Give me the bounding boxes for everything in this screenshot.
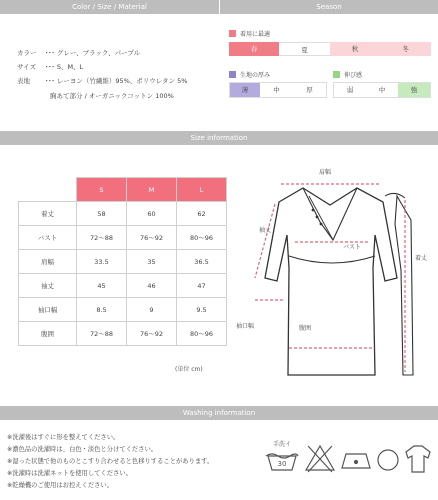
washing-note: ※湿った状態で他のものとこすり合わせると色移りすることがあります。 [7,458,214,465]
button [320,223,323,226]
material-row-size: サイズ ･･･ S、M、L [17,63,84,71]
section-header-washing: Washing information [0,406,438,420]
size-unit-note: (単位 cm) [175,366,203,373]
table-row [19,298,227,322]
wrap-line [309,196,333,240]
label-bust: バスト [342,244,362,251]
cell: 76〜92 [127,226,177,250]
table-row [19,202,227,226]
stretch-mid: 中 [378,86,386,94]
section-header-material: Color / Size / Material [0,0,219,14]
month-spring: 春 [229,42,279,56]
thickness-mid: 中 [273,86,280,94]
cell: 58 [77,202,127,226]
side-view-outline [395,196,413,375]
size-header-s: S [77,178,127,202]
row-label: 袖口幅 [19,298,77,322]
month-winter: 冬 [380,42,431,56]
cell: 46 [127,274,177,298]
cell: 80〜96 [177,226,227,250]
month-autumn: 秋 [330,42,380,56]
washing-note: ※濃色品の洗濯時は、白色・淡色と分けてください。 [7,446,158,453]
row-label: 着丈 [19,202,77,226]
row-label: バスト [19,226,77,250]
shirt-outline [265,188,397,375]
label-shoulder: 肩幅 [318,169,332,176]
cell: 60 [127,202,177,226]
stretch-scale [333,82,431,98]
label-sleeve: 袖丈 [258,227,272,234]
svg-text:手洗イ: 手洗イ [272,441,292,448]
cell: 45 [77,274,127,298]
cell: 33.5 [77,250,127,274]
thickness-scale [229,82,327,98]
section-header-season: Season [220,0,438,14]
section-header-size: Size information [0,131,438,145]
stretch-title: 伸び感 [333,70,362,79]
hand-wash-icon [266,440,298,470]
label-cuff: 袖口幅 [235,323,255,330]
material-row-chest: 胸あて部分 / オーガニックコットン 100% [50,92,174,100]
thickness-swatch [229,71,236,78]
season-best-title: 着用に最適 [229,29,270,38]
button [316,216,319,219]
care-symbols [262,432,438,482]
dry-clean-icon [378,450,398,470]
label-hip: 腹囲 [298,325,312,332]
table-row [19,250,227,274]
stretch-swatch [333,71,340,78]
table-row [19,274,227,298]
table-row [19,322,227,346]
row-label: 肩幅 [19,250,77,274]
season-months [229,42,431,56]
iron-icon [342,454,370,468]
size-table [18,177,227,346]
stretch-strong: 強 [398,83,430,97]
row-label: 腹囲 [19,322,77,346]
cell: 72〜88 [77,226,127,250]
cell: 47 [177,274,227,298]
month-summer: 夏 [279,42,330,56]
cell: 35 [127,250,177,274]
bust-seam [289,256,375,263]
material-row-fabric: 表地 ･･･ レーヨン（竹繊維）95%、ポリウレタン 5% [17,77,188,85]
stretch-weak: 弱 [346,86,354,94]
thickness-thick: 厚 [306,86,313,94]
washing-note: ※洗濯後はすぐに形を整えてください。 [7,434,120,441]
cell: 36.5 [177,250,227,274]
table-row [19,226,227,250]
size-header-m: M [127,178,177,202]
washing-note: ※洗濯時は洗濯ネットを使用してください。 [7,470,132,477]
label-length: 着丈 [414,255,428,262]
svg-text:30: 30 [277,460,287,468]
row-label: 袖丈 [19,274,77,298]
cell: 9.5 [177,298,227,322]
cell: 72〜88 [77,322,127,346]
cell: 62 [177,202,227,226]
cell: 76〜92 [127,322,177,346]
cell: 80〜96 [177,322,227,346]
neckline [303,188,357,240]
thickness-title: 生地の厚み [229,70,270,79]
button [312,209,315,212]
cell: 9 [127,298,177,322]
no-bleach-icon [306,446,334,472]
cell: 8.5 [77,298,127,322]
side-view-shoulder [385,193,405,198]
size-header-blank [19,178,77,202]
washing-note: ※乾燥機のご使用はお控えください。 [7,482,114,489]
size-header-l: L [177,178,227,202]
best-swatch [229,30,236,37]
size-table-header [19,178,227,202]
garment-diagram [225,160,438,400]
material-row-color: カラー ･･･ グレー、ブラック、パープル [17,49,141,57]
dry-icon [406,446,430,472]
thickness-thin: 薄 [230,83,260,97]
